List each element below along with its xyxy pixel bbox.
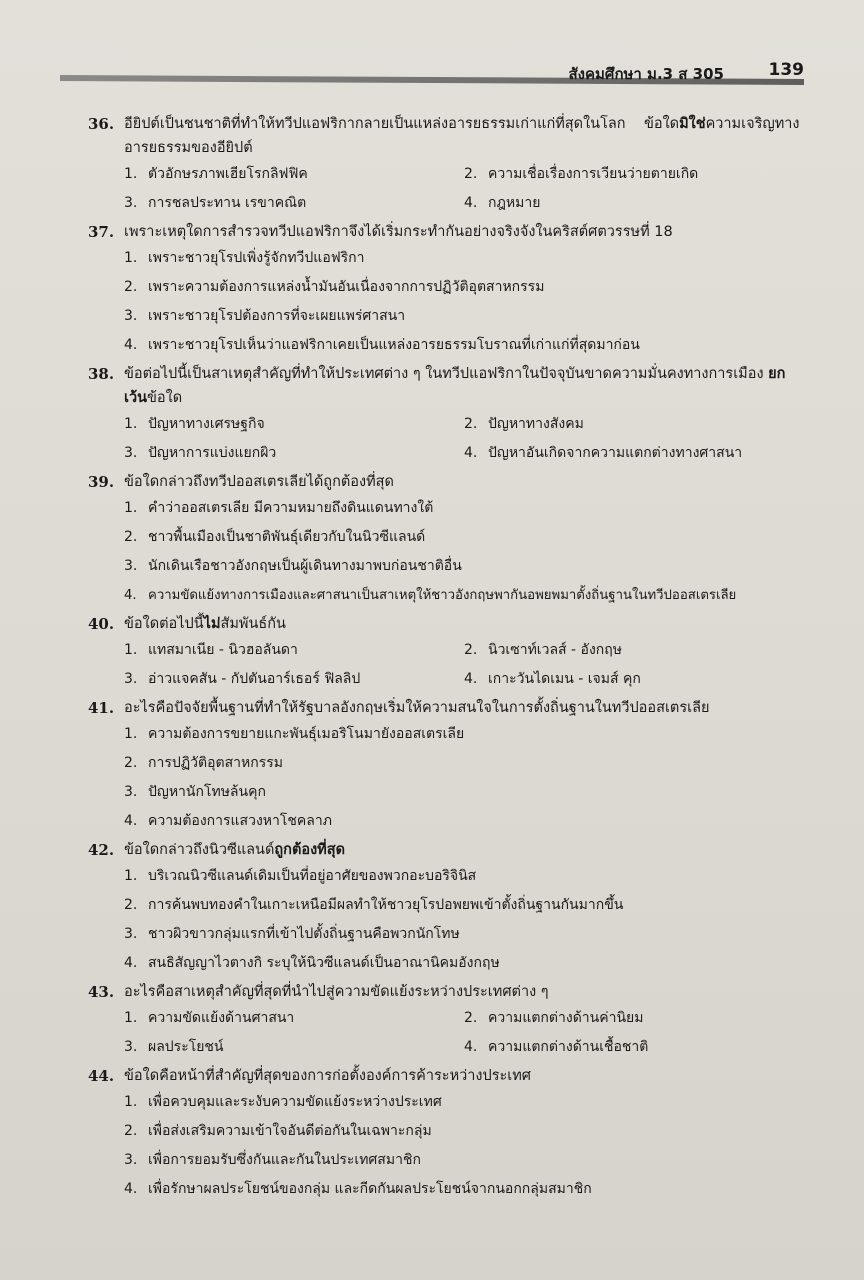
question-text: ข้อใดคือหน้าที่สำคัญที่สุดของการก่อตั้งองค์การค้าระหว่างประเทศ: [124, 1068, 531, 1084]
option-4: 4. กฎหมาย: [464, 195, 541, 211]
options: [88, 494, 818, 610]
option-3: 3. ผลประโยชน์: [124, 1039, 224, 1055]
question-number: 39.: [88, 473, 115, 491]
option-3: 3. ชาวผิวขาวกลุ่มแรกที่เข้าไปตั้งถิ่นฐานคือพวกนักโทษ: [124, 926, 460, 942]
question-number: 43.: [88, 983, 115, 1001]
option-2: 2. ความเชื่อเรื่องการเวียนว่ายตายเกิด: [464, 166, 699, 182]
question-44: [88, 1064, 818, 1204]
option-1: 1. ตัวอักษรภาพเฮียโรกลิฟฟิค: [124, 166, 308, 182]
option-4: 4. สนธิสัญญาไวตางกิ ระบุให้นิวซีแลนด์เป็นอาณานิคมอังกฤษ: [124, 955, 500, 971]
question-40: [88, 612, 818, 694]
option-3: 3. เพื่อการยอมรับซึ่งกันและกันในประเทศสมาชิก: [124, 1152, 421, 1168]
question-text: อะไรคือปัจจัยพื้นฐานที่ทำให้รัฐบาลอังกฤษเริ่มให้ความสนใจในการตั้งถิ่นฐานในทวีปออสเตรเลีย: [124, 700, 710, 716]
option-2: 2. ความแตกต่างด้านค่านิยม: [464, 1010, 644, 1026]
question-38: [88, 362, 818, 468]
question-39: [88, 470, 818, 610]
option-1: 1. บริเวณนิวซีแลนด์เดิมเป็นที่อยู่อาศัยของพวกอะบอริจินิส: [124, 868, 477, 884]
question-text: อียิปต์เป็นชนชาติที่ทำให้ทวีปแอฟริกากลายเป็นแหล่งอารยธรรมเก่าแก่ที่สุดในโลก ข้อใดมิใช่ความเจริญทาง: [124, 116, 800, 132]
question-list: [88, 112, 818, 1206]
option-1: 1. ปัญหาทางเศรษฐกิจ: [124, 416, 265, 432]
options: [88, 720, 818, 836]
question-text: อะไรคือสาเหตุสำคัญที่สุดที่นำไปสู่ความขัดแย้งระหว่างประเทศต่าง ๆ: [124, 984, 549, 1000]
question-number: 44.: [88, 1067, 115, 1085]
option-4: 4. ปัญหาอันเกิดจากความแตกต่างทางศาสนา: [464, 445, 743, 461]
option-3: 3. เพราะชาวยุโรปต้องการที่จะเผยแพร่ศาสนา: [124, 308, 406, 324]
question-text-continued: อารยธรรมของอียิปต์: [124, 140, 253, 156]
question-text-continued: เว้นข้อใด: [124, 390, 183, 406]
option-2: 2. การค้นพบทองคำในเกาะเหนือมีผลทำให้ชาวยุโรปอพยพเข้าตั้งถิ่นฐานกันมากขึ้น: [124, 897, 624, 913]
option-2: 2. การปฏิวัติอุตสาหกรรม: [124, 755, 283, 771]
option-4: 4. ความขัดแย้งทางการเมืองและศาสนาเป็นสาเหตุให้ชาวอังกฤษพากันอพยพมาตั้งถิ่นฐานในทวีปออสเตรเลีย: [124, 588, 737, 603]
option-4: 4. เพื่อรักษาผลประโยชน์ของกลุ่ม และกีดกันผลประโยชน์จากนอกกลุ่มสมาชิก: [124, 1181, 592, 1197]
header-subject: สังคมศึกษา ม.3 ส 305: [568, 65, 724, 83]
option-1: 1. ความต้องการขยายแกะพันธุ์เมอริโนมายังออสเตรเลีย: [124, 726, 465, 742]
question-text: ข้อใดกล่าวถึงทวีปออสเตรเลียได้ถูกต้องที่สุด: [124, 474, 394, 490]
option-3: 3. อ่าวแจคสัน - กัปตันอาร์เธอร์ ฟิลลิป: [124, 671, 361, 687]
question-37: [88, 220, 818, 360]
question-number: 36.: [88, 115, 115, 133]
page-number: 139: [768, 60, 804, 80]
options: [88, 1088, 818, 1204]
option-2: 2. เพื่อส่งเสริมความเข้าใจอันดีต่อกันในเฉพาะกลุ่ม: [124, 1123, 432, 1139]
question-43: [88, 980, 818, 1062]
option-1: 1. แทสมาเนีย - นิวฮอลันดา: [124, 642, 298, 658]
question-number: 42.: [88, 841, 115, 859]
question-text: ข้อใดต่อไปนี้ไม่สัมพันธ์กัน: [124, 616, 286, 632]
question-number: 41.: [88, 699, 115, 717]
option-3: 3. ปัญหานักโทษล้นคุก: [124, 784, 266, 800]
option-2: 2. ชาวพื้นเมืองเป็นชาติพันธุ์เดียวกับในนิวซีแลนด์: [124, 529, 426, 545]
option-4: 4. ความแตกต่างด้านเชื้อชาติ: [464, 1039, 649, 1055]
options: [88, 1004, 818, 1062]
option-4: 4. เพราะชาวยุโรปเห็นว่าแอฟริกาเคยเป็นแหล่งอารยธรรมโบราณที่เก่าแก่ที่สุดมาก่อน: [124, 337, 640, 353]
option-3: 3. ปัญหาการแบ่งแยกผิว: [124, 445, 277, 461]
option-2: 2. เพราะความต้องการแหล่งน้ำมันอันเนื่องจากการปฏิวัติอุตสาหกรรม: [124, 279, 545, 295]
options: [88, 410, 818, 468]
options: [88, 160, 818, 218]
question-42: [88, 838, 818, 978]
question-41: [88, 696, 818, 836]
question-text: ข้อต่อไปนี้เป็นสาเหตุสำคัญที่ทำให้ประเทศต่าง ๆ ในทวีปแอฟริกาในปัจจุบันขาดความมั่นคงทางการเมือง ยก: [124, 366, 786, 382]
options: [88, 636, 818, 694]
option-2: 2. นิวเซาท์เวลส์ - อังกฤษ: [464, 642, 622, 658]
question-text: เพราะเหตุใดการสำรวจทวีปแอฟริกาจึงได้เริ่มกระทำกันอย่างจริงจังในคริสต์ศตวรรษที่ 18: [124, 224, 673, 240]
question-number: 38.: [88, 365, 115, 383]
option-1: 1. เพราะชาวยุโรปเพิ่งรู้จักทวีปแอฟริกา: [124, 250, 365, 266]
question-number: 40.: [88, 615, 115, 633]
option-1: 1. คำว่าออสเตรเลีย มีความหมายถึงดินแดนทางใต้: [124, 500, 434, 516]
option-3: 3. นักเดินเรือชาวอังกฤษเป็นผู้เดินทางมาพบก่อนชาติอื่น: [124, 558, 462, 574]
question-36: [88, 112, 818, 218]
question-number: 37.: [88, 223, 115, 241]
option-1: 1. เพื่อควบคุมและระงับความขัดแย้งระหว่างประเทศ: [124, 1094, 442, 1110]
option-4: 4. ความต้องการแสวงหาโชคลาภ: [124, 813, 332, 829]
option-1: 1. ความขัดแย้งด้านศาสนา: [124, 1010, 295, 1026]
option-2: 2. ปัญหาทางสังคม: [464, 416, 584, 432]
option-4: 4. เกาะวันไดเมน - เจมส์ คุก: [464, 671, 641, 687]
options: [88, 244, 818, 360]
options: [88, 862, 818, 978]
option-3: 3. การชลประทาน เรขาคณิต: [124, 195, 307, 211]
question-text: ข้อใดกล่าวถึงนิวซีแลนด์ถูกต้องที่สุด: [124, 842, 345, 858]
